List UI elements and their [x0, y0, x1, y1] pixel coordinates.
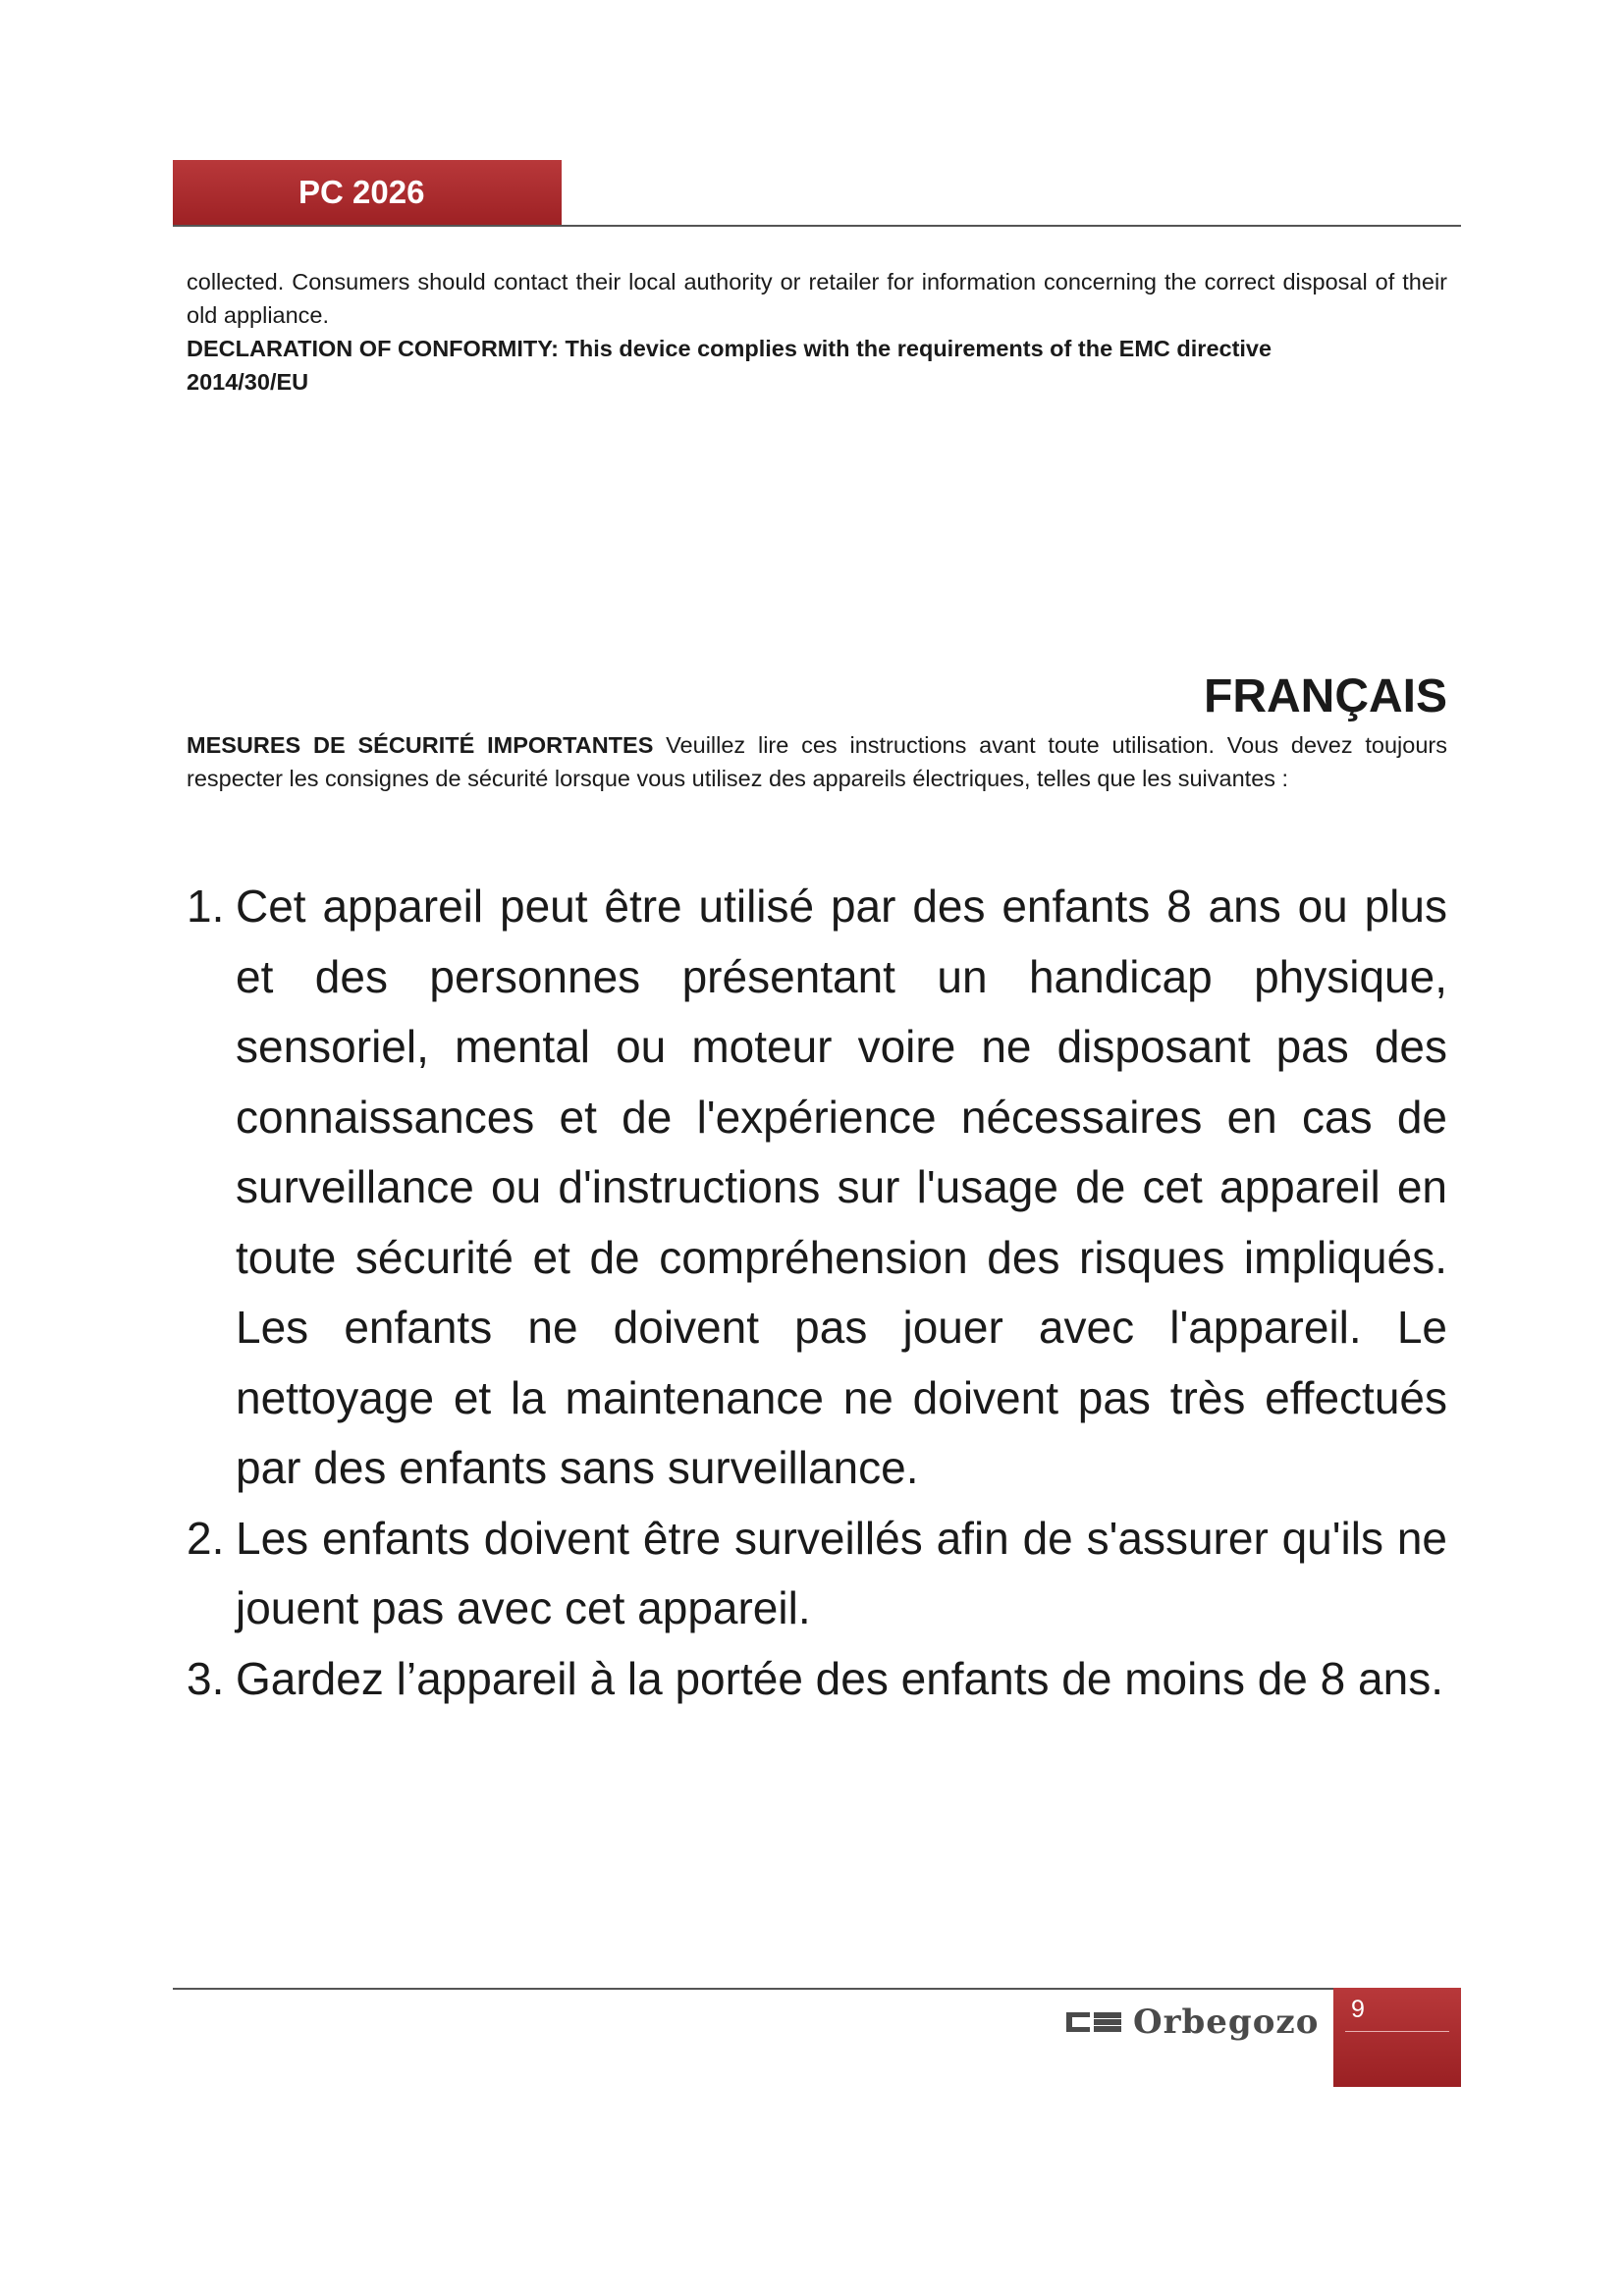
- declaration-of-conformity: DECLARATION OF CONFORMITY: This device complies with the requirements of the EMC directive 2014/30/EU: [187, 336, 1272, 395]
- header-rule: [173, 225, 1461, 227]
- list-item-text: Cet appareil peut être utilisé par des enfants 8 ans ou plus et des personnes présentant un handicap physique, sensoriel, mental ou moteur voire ne disposant pas des connaissances et de l'expérience nécessaires en cas de surveillance ou d'instructions sur l'usage de cet appareil en toute sécurité et de compréhension des risques impliqués. Les enfants ne doivent pas jouer avec l'appareil. Le nettoyage et la maintenance ne doivent pas très effectués par des enfants sans surveillance.: [236, 881, 1447, 1493]
- safety-instructions-list: [187, 872, 1447, 1714]
- list-item-number: 3.: [187, 1652, 225, 1704]
- brand-wordmark: Orbegozo: [1133, 2002, 1320, 2042]
- brand-mark-icon: [1066, 2008, 1121, 2036]
- model-label: PC 2026: [298, 174, 425, 210]
- page-number-box: [1333, 1988, 1461, 2087]
- list-item: [187, 1644, 1447, 1715]
- page-box-divider: [1345, 2031, 1449, 2032]
- brand-logo: [1066, 2002, 1319, 2042]
- safety-intro-text: Veuillez lire ces instructions avant toute utilisation. Vous devez toujours respecter les consignes de sécurité lorsque vous utilisez des appareils électriques, telles que les suivantes :: [187, 732, 1447, 791]
- safety-intro-title: MESURES DE SÉCURITÉ IMPORTANTES: [187, 732, 654, 758]
- safety-intro-paragraph: [187, 728, 1447, 795]
- page-number: 9: [1351, 1996, 1365, 2023]
- list-item-text: Gardez l’appareil à la portée des enfants de moins de 8 ans.: [236, 1652, 1443, 1704]
- disposal-paragraph: collected. Consumers should contact their local authority or retailer for information concerning the correct disposal of their old appliance.: [187, 269, 1447, 328]
- list-item-number: 1.: [187, 881, 225, 932]
- footer-rule: [173, 1988, 1461, 1990]
- section-heading-french: FRANÇAIS: [1204, 670, 1447, 722]
- list-item-number: 2.: [187, 1512, 225, 1564]
- list-item: [187, 1504, 1447, 1644]
- header-model-tab: [173, 160, 562, 225]
- list-item-text: Les enfants doivent être surveillés afin de s'assurer qu'ils ne jouent pas avec cet appareil.: [236, 1512, 1447, 1633]
- list-item: [187, 872, 1447, 1504]
